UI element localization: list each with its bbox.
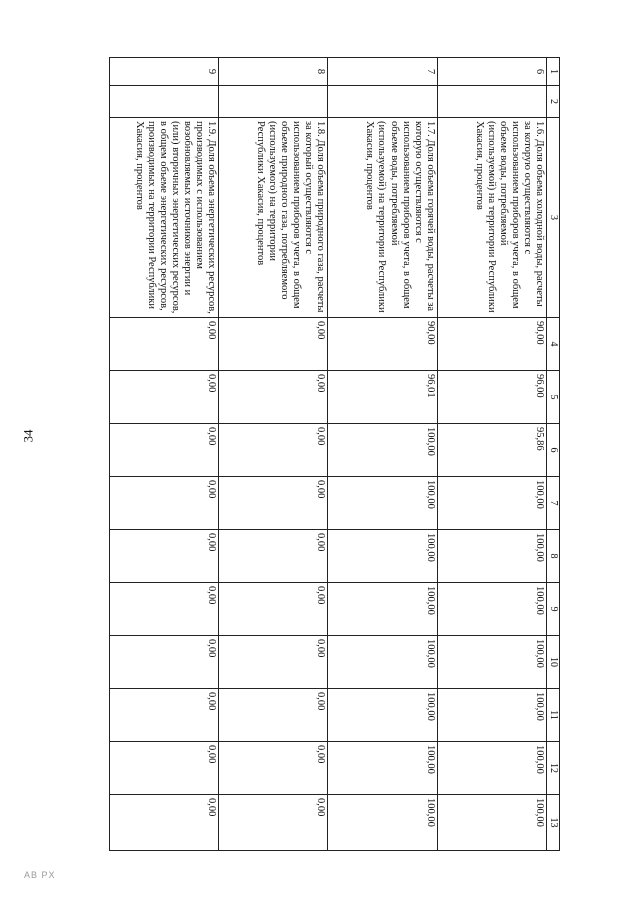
- value-cell: 90,00: [328, 318, 437, 371]
- value-cell: 100,00: [437, 636, 546, 689]
- value-cell: 0,00: [219, 689, 328, 742]
- row-number: 9: [110, 58, 219, 86]
- value-cell: 100,00: [437, 689, 546, 742]
- table-container: [109, 57, 560, 850]
- row-col2: [110, 86, 219, 118]
- value-cell: 95,86: [437, 424, 546, 477]
- value-cell: 96,00: [437, 371, 546, 424]
- column-header: 9: [547, 583, 560, 636]
- row-col2: [328, 86, 437, 118]
- value-cell: 96,01: [328, 371, 437, 424]
- value-cell: 0,00: [110, 477, 219, 530]
- column-header: 10: [547, 636, 560, 689]
- row-number: 8: [219, 58, 328, 86]
- value-cell: 100,00: [437, 795, 546, 851]
- value-cell: 100,00: [437, 742, 546, 795]
- value-cell: 0,00: [110, 742, 219, 795]
- value-cell: 0,00: [219, 636, 328, 689]
- indicator-description: 1.7. Доля объема горячей воды, расчеты за которую осуществляются с использованием приборов учета, в общем объеме воды, потребляемой (используемой) на территории Республики Хакасия, процентов: [328, 118, 437, 318]
- column-header: 4: [547, 318, 560, 371]
- column-header: 13: [547, 795, 560, 851]
- value-cell: 0,00: [110, 795, 219, 851]
- value-cell: 100,00: [328, 583, 437, 636]
- row-col2: [437, 86, 546, 118]
- header-row: [547, 58, 560, 851]
- row-number: 6: [437, 58, 546, 86]
- value-cell: 0,00: [219, 318, 328, 371]
- value-cell: 0,00: [219, 477, 328, 530]
- column-header: 8: [547, 530, 560, 583]
- value-cell: 100,00: [437, 583, 546, 636]
- table-row: [110, 58, 219, 851]
- column-header: 1: [547, 58, 560, 86]
- value-cell: 100,00: [437, 477, 546, 530]
- value-cell: 0,00: [219, 742, 328, 795]
- value-cell: 0,00: [110, 318, 219, 371]
- column-header: 3: [547, 118, 560, 318]
- value-cell: 0,00: [219, 530, 328, 583]
- row-col2: [219, 86, 328, 118]
- table-body: [110, 58, 547, 851]
- table-row: [437, 58, 546, 851]
- value-cell: 0,00: [110, 371, 219, 424]
- value-cell: 0,00: [219, 583, 328, 636]
- value-cell: 100,00: [437, 530, 546, 583]
- value-cell: 100,00: [328, 424, 437, 477]
- value-cell: 0,00: [110, 636, 219, 689]
- column-header: 2: [547, 86, 560, 118]
- watermark: AB PX: [24, 870, 56, 880]
- value-cell: 0,00: [110, 689, 219, 742]
- value-cell: 0,00: [219, 424, 328, 477]
- value-cell: 0,00: [110, 583, 219, 636]
- value-cell: 100,00: [328, 636, 437, 689]
- data-table: [109, 57, 560, 851]
- value-cell: 0,00: [110, 424, 219, 477]
- value-cell: 0,00: [219, 795, 328, 851]
- column-header: 11: [547, 689, 560, 742]
- column-header: 5: [547, 371, 560, 424]
- row-number: 7: [328, 58, 437, 86]
- value-cell: 90,00: [437, 318, 546, 371]
- indicator-description: 1.8. Доля объема природного газа, расчеты за который осуществляются с использованием приборов учета, в общем объеме природного газа, потребляемого (используемого) на территории Республики Хакасия, процентов: [219, 118, 328, 318]
- column-header: 12: [547, 742, 560, 795]
- value-cell: 100,00: [328, 689, 437, 742]
- column-header: 6: [547, 424, 560, 477]
- table-row: [219, 58, 328, 851]
- page-number: 34: [20, 429, 36, 443]
- indicator-description: 1.9. Доля объема энергетических ресурсов, производимых с использованием возобновляемых источников энергии и (или) вторичных энергетических ресурсов, в общем объеме энергетических ресурсов, производимых на территории Республики Хакасия, процентов: [110, 118, 219, 318]
- value-cell: 100,00: [328, 530, 437, 583]
- value-cell: 0,00: [110, 530, 219, 583]
- table-row: [328, 58, 437, 851]
- value-cell: 100,00: [328, 477, 437, 530]
- value-cell: 100,00: [328, 742, 437, 795]
- column-header: 7: [547, 477, 560, 530]
- indicator-description: 1.6. Доля объема холодной воды, расчеты за которую осуществляются с использованием приборов учета, в общем объеме воды, потребляемой (используемой) на территории Республики Хакасия, процентов: [437, 118, 546, 318]
- value-cell: 100,00: [328, 795, 437, 851]
- value-cell: 0,00: [219, 371, 328, 424]
